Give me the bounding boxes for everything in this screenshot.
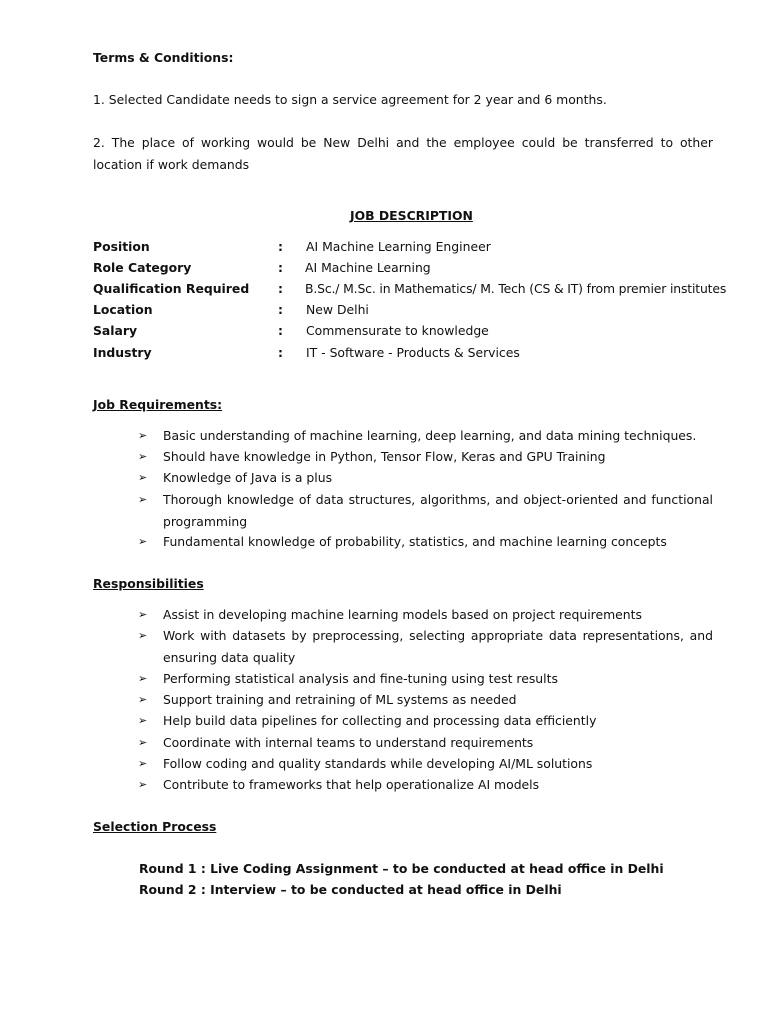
- field-separator: :: [278, 302, 283, 317]
- field-value: AI Machine Learning Engineer: [306, 239, 491, 254]
- terms-heading: Terms & Conditions:: [93, 50, 234, 65]
- arrow-bullet-icon: ➢: [138, 672, 148, 685]
- list-item: Follow coding and quality standards while developing AI/ML solutions: [163, 756, 593, 771]
- arrow-bullet-icon: ➢: [138, 778, 148, 791]
- list-item: Contribute to frameworks that help operationalize AI models: [163, 777, 540, 792]
- field-value: New Delhi: [306, 302, 369, 317]
- terms-item: 2. The place of working would be New Delhi and the employee could be transferred to other location if work demands: [93, 135, 713, 172]
- list-item: Support training and retraining of ML systems as needed: [163, 692, 517, 707]
- arrow-bullet-icon: ➢: [138, 535, 148, 548]
- list-item: Help build data pipelines for collecting and processing data efficiently: [163, 713, 597, 728]
- list-item: Basic understanding of machine learning, deep learning, and data mining techniques.: [163, 428, 697, 443]
- field-value: AI Machine Learning: [305, 260, 431, 275]
- field-separator: :: [278, 323, 283, 338]
- list-item: Fundamental knowledge of probability, statistics, and machine learning concepts: [163, 534, 667, 549]
- arrow-bullet-icon: ➢: [138, 450, 148, 463]
- round-item: Round 1 : Live Coding Assignment – to be conducted at head office in Delhi: [139, 861, 664, 876]
- arrow-bullet-icon: ➢: [138, 714, 148, 727]
- arrow-bullet-icon: ➢: [138, 471, 148, 484]
- list-item: Thorough knowledge of data structures, algorithms, and object-oriented and functional programming: [163, 492, 713, 529]
- arrow-bullet-icon: ➢: [138, 608, 148, 621]
- field-value: B.Sc./ M.Sc. in Mathematics/ M. Tech (CS & IT) from premier institutes: [305, 281, 727, 296]
- field-label: Position: [93, 239, 150, 254]
- field-label: Salary: [93, 323, 138, 338]
- arrow-bullet-icon: ➢: [138, 429, 148, 442]
- field-separator: :: [278, 260, 283, 275]
- arrow-bullet-icon: ➢: [138, 629, 148, 642]
- job-description-heading: JOB DESCRIPTION: [350, 208, 473, 223]
- field-label: Location: [93, 302, 153, 317]
- field-label: Industry: [93, 345, 152, 360]
- list-item: Coordinate with internal teams to understand requirements: [163, 735, 534, 750]
- field-label: Qualification Required: [93, 281, 250, 296]
- list-item: Work with datasets by preprocessing, selecting appropriate data representations, and ensuring data quality: [163, 628, 713, 665]
- list-item: Performing statistical analysis and fine-tuning using test results: [163, 671, 558, 686]
- job-requirements-heading: Job Requirements:: [93, 397, 223, 412]
- responsibilities-heading: Responsibilities: [93, 576, 204, 591]
- field-separator: :: [278, 239, 283, 254]
- arrow-bullet-icon: ➢: [138, 736, 148, 749]
- field-separator: :: [278, 281, 283, 296]
- arrow-bullet-icon: ➢: [138, 493, 148, 506]
- list-item: Knowledge of Java is a plus: [163, 470, 333, 485]
- arrow-bullet-icon: ➢: [138, 693, 148, 706]
- round-item: Round 2 : Interview – to be conducted at head office in Delhi: [139, 882, 562, 897]
- field-value: IT - Software - Products & Services: [306, 345, 520, 360]
- selection-process-heading: Selection Process: [93, 819, 217, 834]
- list-item: Assist in developing machine learning models based on project requirements: [163, 607, 642, 622]
- field-value: Commensurate to knowledge: [306, 323, 489, 338]
- field-label: Role Category: [93, 260, 192, 275]
- terms-item: 1. Selected Candidate needs to sign a service agreement for 2 year and 6 months.: [93, 92, 607, 107]
- list-item: Should have knowledge in Python, Tensor Flow, Keras and GPU Training: [163, 449, 606, 464]
- field-separator: :: [278, 345, 283, 360]
- arrow-bullet-icon: ➢: [138, 757, 148, 770]
